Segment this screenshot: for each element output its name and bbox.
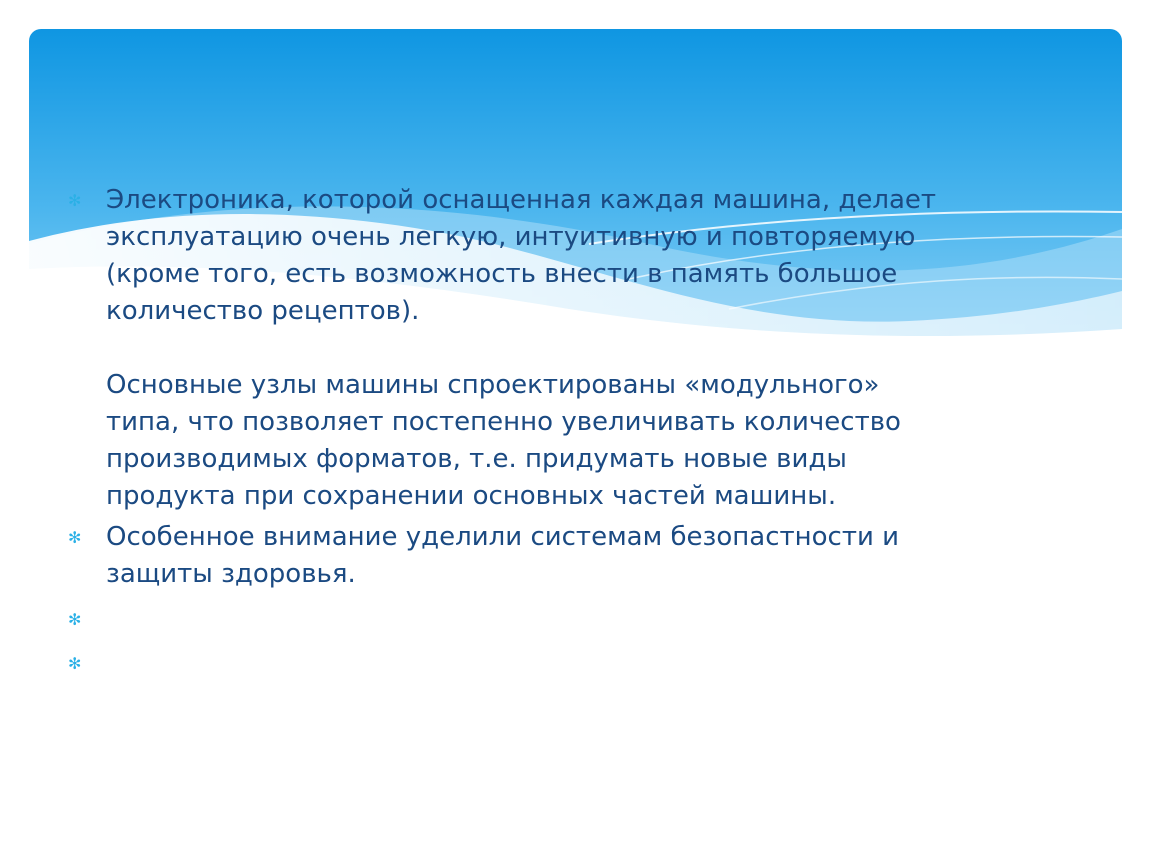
text-line: Электроника, которой оснащенная каждая машина, делает — [106, 185, 937, 215]
text-line: количество рецептов). — [106, 296, 420, 326]
bullet-asterisk-icon: ✻ — [68, 610, 82, 629]
paragraph — [106, 182, 1028, 330]
text-line: Основные узлы машины спроектированы «модульного» — [106, 370, 880, 400]
bullet-asterisk-icon: ✻ — [68, 191, 82, 210]
bullet-item — [68, 182, 1028, 515]
bullet-item — [68, 519, 1028, 593]
text-line: производимых форматов, т.е. придумать новые виды — [106, 444, 847, 474]
empty-bullet-item — [68, 639, 1028, 685]
bullet-asterisk-icon: ✻ — [68, 528, 82, 547]
text-line: Особенное внимание уделили системам безопастности и — [106, 522, 900, 552]
text-line: защиты здоровья. — [106, 559, 356, 589]
paragraph — [106, 367, 1028, 515]
text-line: типа, что позволяет постепенно увеличивать количество — [106, 407, 901, 437]
paragraph — [106, 519, 1028, 593]
text-line: (кроме того, есть возможность внести в память большое — [106, 259, 898, 289]
text-line: эксплуатацию очень легкую, интуитивную и повторяемую — [106, 222, 916, 252]
text-line: продукта при сохранении основных частей машины. — [106, 481, 837, 511]
bullet-asterisk-icon: ✻ — [68, 654, 82, 673]
paragraph-gap — [106, 330, 1028, 367]
empty-bullet-item — [68, 593, 1028, 639]
slide-body — [68, 182, 1028, 685]
